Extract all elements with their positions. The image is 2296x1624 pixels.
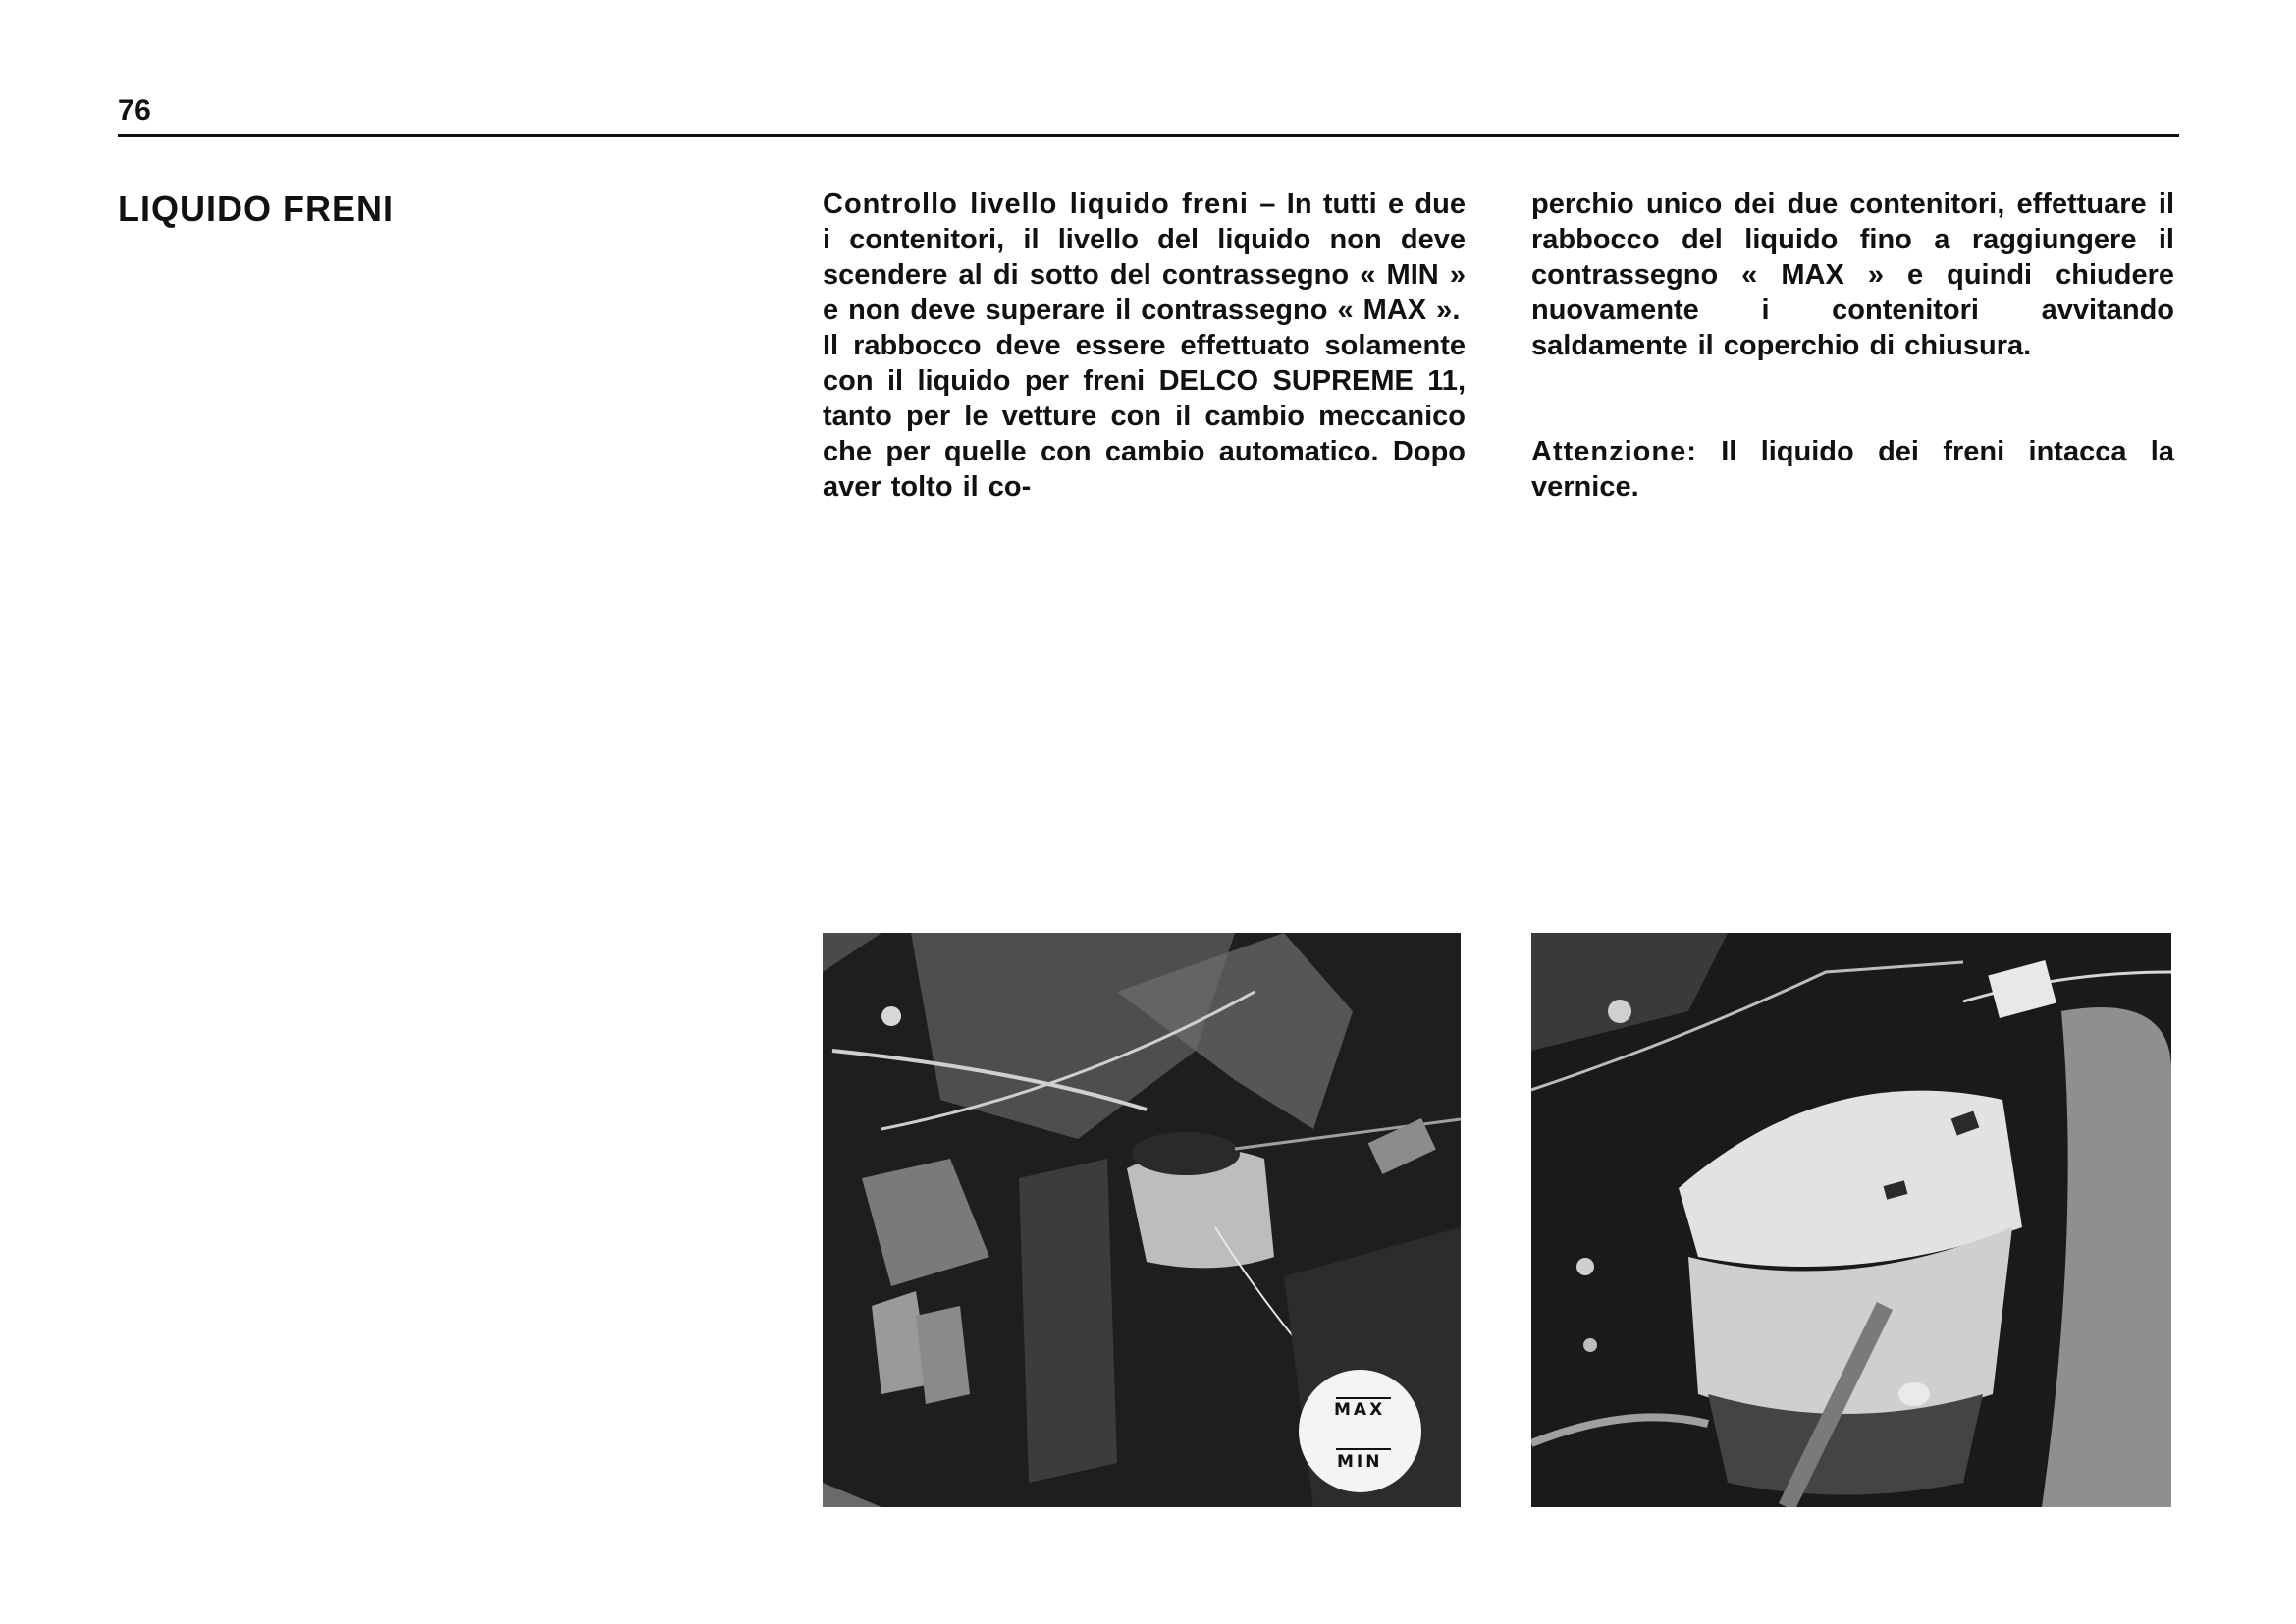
min-label: MIN: [1337, 1452, 1383, 1472]
level-marker-badge: [1299, 1370, 1421, 1492]
max-label: MAX: [1334, 1400, 1386, 1420]
photo-reservoir-cap: [1531, 933, 2171, 1507]
warning-label: Attenzione:: [1531, 436, 1697, 467]
paragraph-level-check: [823, 187, 1466, 328]
lead-separator: –: [1248, 189, 1287, 220]
header-rule: [118, 134, 2179, 137]
section-title: LIQUIDO FRENI: [118, 189, 394, 229]
warning-note: [1531, 434, 2174, 505]
paragraph-lead: Controllo livello liquido freni: [823, 189, 1249, 220]
warning-text: Il liquido dei freni intacca la vernice.: [1531, 436, 2174, 503]
page-number: 76: [118, 94, 152, 127]
text-column-left: [823, 187, 1466, 505]
reservoir-cap-photo-illustration: [1531, 933, 2171, 1507]
text-column-right: [1531, 187, 2174, 505]
paragraph-continuation: perchio unico dei due contenitori, effettuare il rabbocco del liquido fino a raggiungere il contrassegno « MAX » e quindi chiudere nuovamente i contenitori avvitando saldamente il coperchio di chiusura.: [1531, 189, 2174, 361]
photo-brake-reservoir-levels: [823, 933, 1461, 1507]
paragraph-topping-up: Il rabbocco deve essere effettuato solamente con il liquido per freni DELCO SUPREME 11, tanto per le vetture con il cambio meccanico che per quelle con cambio automatico. Dopo aver tolto il co-: [823, 330, 1466, 503]
paragraph-text: In tutti e due i contenitori, il livello del liquido non deve scendere al di sotto del contrassegno « MIN » e non deve superare il contrassegno « MAX ».: [823, 189, 1466, 326]
